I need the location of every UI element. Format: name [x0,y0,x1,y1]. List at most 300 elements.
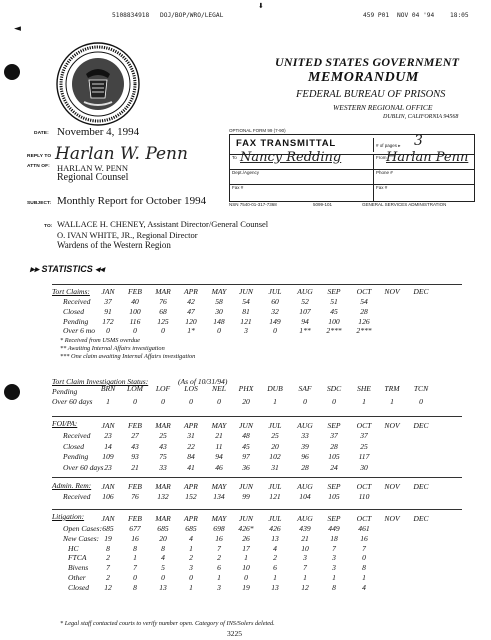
investigation-cell: 1 [362,397,366,406]
date-label: DATE: [34,131,49,136]
section-divider [52,284,462,285]
investigation-cell: 20 [242,397,250,406]
litigation-cell: 17 [242,543,250,553]
fax-from-label: From [376,155,387,160]
foia-cell: 37 [360,431,368,440]
heading-address: DUBLIN, CALIFORNIA 94568 [383,114,459,120]
litigation-cell: 0 [133,573,137,582]
admin-rem-header-feb: FEB [128,482,142,491]
tort-header-aug: AUG [297,287,313,296]
litigation-cell: 4 [362,582,366,592]
litigation-cell: 0 [189,573,193,582]
recipient-3: Wardens of the Western Region [57,240,171,250]
foia-header-oct: OCT [356,421,372,430]
tort-cell: 42 [187,297,195,306]
litigation-cell: 449 [328,524,340,533]
litigation-cell: 8 [106,543,110,553]
litigation-cell: 4 [161,553,165,563]
litigation-cell: 2 [273,553,277,563]
tort-header-dec: DEC [413,287,429,296]
tort-cell: 58 [215,297,223,306]
litigation-cell: 4 [273,543,277,553]
tort-row-label: Closed [63,306,85,316]
left-arrow-mark: ◄ [14,24,21,34]
litigation-cell: 2 [106,553,110,563]
litigation-row-label: New Cases: [63,533,100,543]
litigation-cell: 13 [271,533,279,543]
tort-cell: 125 [157,316,169,326]
tort-cell: 51 [330,297,338,306]
tort-cell: 172 [102,316,114,326]
foia-header-aug: AUG [297,421,313,430]
fax-fax-label: Fax # [232,185,244,190]
admin_rem-cell: 134 [213,492,225,501]
fax-gsa: GENERAL SERVICES ADMINISTRATION [362,202,447,207]
optional-form-label: OPTIONAL FORM 99 (7-90) [229,128,286,133]
litigation-note: * Legal staff contacted courts to verify number open. Category of INS/Solers deleted. [60,620,275,627]
tort-header-nov: NOV [384,287,400,296]
tort-cell: 47 [187,306,195,316]
foia-cell: 23 [104,462,112,472]
litigation-cell: 7 [332,543,336,553]
litigation-header-jan: JAN [101,514,115,523]
fax-page-code: 459 P01 [363,12,390,19]
binder-hole-middle [4,384,20,400]
tort-cell: 121 [240,316,252,326]
admin_rem-cell: 99 [242,492,250,501]
foia-cell: 105 [328,452,340,461]
section-divider [52,477,462,478]
tort-header-jul: JUL [268,287,282,296]
litigation-header-feb: FEB [128,514,142,523]
litigation-cell: 685 [102,524,114,533]
litigation-cell: 16 [215,533,223,543]
tort-cell: 68 [159,306,167,316]
litigation-cell: 2 [106,573,110,582]
admin_rem-cell: 110 [358,492,370,501]
tort-cell: 1* [187,326,195,336]
tort-row-label: Received [63,297,91,306]
fax-sender-id: 5108834918 [112,12,150,19]
litigation-cell: 7 [362,543,366,553]
investigation-cell: 1 [106,397,110,406]
binder-hole-top [4,64,20,80]
investigation-row-label: Over 60 days [52,397,93,406]
fax-nsn: NSN 7540-01-317-7368 [229,202,277,207]
section-divider [52,416,462,417]
fax-code: 5099-101 [313,202,333,207]
litigation-cell: 5 [161,563,165,573]
foia-header-feb: FEB [128,421,142,430]
recipient-1: WALLACE H. CHENEY, Assistant Director/General Counsel [57,219,269,229]
litigation-cell: 12 [301,582,309,592]
tort-cell: 126 [358,316,370,326]
foia-cell: 20 [271,441,279,451]
subject-label: SUBJECT: [27,201,52,206]
foia-cell: 25 [271,431,279,440]
investigation-cell: 0 [303,397,307,406]
tort-cell: 76 [159,297,167,306]
litigation-cell: 1 [332,573,336,582]
litigation-header-sep: SEP [327,514,341,523]
litigation-cell: 26 [242,533,250,543]
tort-cell: 2*** [326,326,342,336]
fax-pages-label: # of pages ▸ [376,143,401,148]
litigation-cell: 461 [358,524,370,533]
tort-section-title: Tort Claims: [52,287,90,296]
admin-rem-header-jul: JUL [268,482,282,491]
page-number: 3225 [227,629,242,638]
tort-header-sep: SEP [327,287,341,296]
foia-cell: 25 [360,441,368,451]
litigation-cell: 1 [189,543,193,553]
heading-bureau: FEDERAL BUREAU OF PRISONS [296,89,446,100]
litigation-row-label: Open Cases: [63,524,103,533]
litigation-cell: 3 [332,553,336,563]
tort-cell: 37 [104,297,112,306]
investigation-header-sdc: SDC [326,384,342,393]
tort-cell: 148 [213,316,225,326]
foia-section-title: FOI/PA: [52,419,78,428]
litigation-header-dec: DEC [413,514,429,523]
litigation-cell: 0 [161,573,165,582]
foia-cell: 109 [102,452,114,461]
litigation-cell: 20 [159,533,167,543]
admin-rem-header-jan: JAN [101,482,115,491]
foia-cell: 96 [301,452,309,461]
investigation-header-saf: SAF [298,384,312,393]
tort-cell: 32 [271,306,279,316]
tort-cell: 40 [131,297,139,306]
investigation-cell: 0 [189,397,193,406]
tort-header-apr: APR [184,287,198,296]
foia-cell: 48 [242,431,250,440]
tort-cell: 120 [185,316,197,326]
litigation-cell: 3 [332,563,336,573]
foia-cell: 102 [269,452,281,461]
foia-cell: 37 [330,431,338,440]
memo-date: November 4, 1994 [57,126,140,138]
foia-row-label: Received [63,431,91,440]
fax-pages-value: 3 [414,133,423,149]
litigation-header-apr: APR [184,514,198,523]
foia-header-may: MAY [211,421,227,430]
foia-header-apr: APR [184,421,198,430]
litigation-cell: 19 [104,533,112,543]
tort-note: ** Awaiting Internal Affairs investigation [60,345,165,352]
litigation-cell: 3 [303,553,307,563]
litigation-cell: 685 [185,524,197,533]
admin_rem-cell: 121 [269,492,281,501]
memo-subject: Monthly Report for October 1994 [57,195,207,207]
admin_rem-cell: 105 [328,492,340,501]
attn-of-label: ATTN OF: [27,164,50,169]
litigation-cell: 16 [131,533,139,543]
foia-header-jan: JAN [101,421,115,430]
foia-cell: 93 [131,452,139,461]
investigation-header-tcn: TCN [413,384,429,393]
foia-cell: 28 [330,441,338,451]
heading-us-government: UNITED STATES GOVERNMENT [275,55,460,69]
foia-header-jul: JUL [268,421,282,430]
foia-cell: 46 [215,462,223,472]
litigation-cell: 7 [217,543,221,553]
tort-cell: 1** [299,326,311,336]
litigation-cell: 1 [273,573,277,582]
statistics-title: ▸▸ STATISTICS ◂◂ [30,264,105,274]
litigation-row-label: FTCA [68,553,87,563]
down-arrow-mark: ⬇ [258,2,264,10]
litigation-row-label: Closed [68,582,90,592]
admin_rem-cell: 106 [102,492,114,501]
admin_rem-cell: 104 [299,492,311,501]
litigation-header-mar: MAR [155,514,171,523]
tort-cell: 0 [106,326,110,336]
litigation-cell: 8 [332,582,336,592]
litigation-cell: 16 [360,533,368,543]
investigation-cell: 0 [161,397,165,406]
reply-to-label: REPLY TO [27,154,52,159]
litigation-cell: 8 [362,563,366,573]
foia-cell: 21 [131,462,139,472]
tort-cell: 3 [244,326,248,336]
litigation-cell: 3 [189,563,193,573]
doj-seal-icon [56,42,140,126]
foia-cell: 33 [159,462,167,472]
litigation-header-oct: OCT [356,514,372,523]
admin_rem-cell: 76 [131,492,139,501]
foia-cell: 31 [187,431,195,440]
litigation-cell: 1 [244,553,248,563]
litigation-cell: 6 [273,563,277,573]
investigation-header-brn: BRN [100,384,116,393]
foia-cell: 24 [330,462,338,472]
litigation-cell: 685 [157,524,169,533]
litigation-row-label: Bivens [68,563,89,573]
litigation-cell: 1 [189,582,193,592]
litigation-cell: 2 [217,553,221,563]
litigation-cell: 18 [330,533,338,543]
tort-cell: 28 [360,306,368,316]
tort-header-may: MAY [211,287,227,296]
litigation-header-jun: JUN [239,514,253,523]
foia-cell: 75 [159,452,167,461]
fax-dept-label: Dept./Agency [232,170,260,175]
admin-rem-header-apr: APR [184,482,198,491]
litigation-cell: 7 [303,563,307,573]
foia-cell: 45 [242,441,250,451]
fax-from-value: Harlan Penn [386,150,469,165]
foia-cell: 84 [187,452,195,461]
fax-time: 18:05 [450,12,469,19]
tort-cell: 100 [328,316,340,326]
litigation-cell: 4 [189,533,193,543]
foia-cell: 43 [131,441,139,451]
tort-cell: 45 [330,306,338,316]
tort-cell: 116 [129,316,141,326]
litigation-cell: 426 [269,524,281,533]
admin_rem-cell: 132 [157,492,169,501]
litigation-header-aug: AUG [297,514,313,523]
admin-rem-header-aug: AUG [297,482,313,491]
admin-rem-section-title: Admin. Rem: [52,481,92,490]
investigation-header-trm: TRM [384,384,400,393]
tort-header-feb: FEB [128,287,142,296]
litigation-cell: 21 [301,533,309,543]
litigation-cell: 10 [242,563,250,573]
foia-cell: 22 [187,441,195,451]
litigation-row-label: HC [68,543,79,553]
admin-rem-header-nov: NOV [384,482,400,491]
tort-cell: 100 [129,306,141,316]
litigation-cell: 8 [161,543,165,553]
litigation-cell: 2 [189,553,193,563]
investigation-cell: 0 [217,397,221,406]
foia-header-jun: JUN [239,421,253,430]
foia-cell: 39 [301,441,309,451]
investigation-cell: 0 [419,397,423,406]
foia-cell: 28 [301,462,309,472]
foia-cell: 117 [358,452,370,461]
foia-cell: 14 [104,441,112,451]
tort-cell: 94 [301,316,309,326]
litigation-header-jul: JUL [268,514,282,523]
investigation-header-phx: PHX [238,384,254,393]
investigation-header-nel: NEL [212,384,226,393]
admin-rem-header-oct: OCT [356,482,372,491]
fax-date: NOV 04 '94 [397,12,435,19]
investigation-cell: 1 [273,397,277,406]
heading-memorandum: MEMORANDUM [308,70,419,85]
litigation-section-title: Litigation: [52,512,85,521]
tort-cell: 52 [301,297,309,306]
foia-cell: 41 [187,462,195,472]
foia-cell: 11 [215,441,223,451]
investigation-header-lof: LOF [155,384,171,393]
litigation-cell: 19 [242,582,250,592]
admin_rem-cell: 152 [185,492,197,501]
investigation-section-title: Tort Claim Investigation Status: [52,377,149,386]
litigation-cell: 7 [133,563,137,573]
tort-header-mar: MAR [155,287,171,296]
investigation-as-of: (As of 10/31/94) [178,377,228,386]
handwritten-signature: Harlan W. Penn [55,144,188,164]
litigation-header-may: MAY [211,514,227,523]
litigation-cell: 426* [238,524,254,533]
investigation-cell: 1 [390,397,394,406]
tort-cell: 60 [271,297,279,306]
fax-sender-path: DOJ/BOP/WRO/LEGAL [160,12,224,19]
litigation-cell: 10 [301,543,309,553]
admin-rem-header-mar: MAR [155,482,171,491]
foia-header-mar: MAR [155,421,171,430]
litigation-cell: 439 [299,524,311,533]
tort-header-jun: JUN [239,287,253,296]
admin_rem-row-label: Received [63,492,91,501]
foia-cell: 31 [271,462,279,472]
tort-cell: 0 [273,326,277,336]
investigation-cell: 0 [332,397,336,406]
litigation-cell: 3 [217,582,221,592]
foia-cell: 43 [159,441,167,451]
investigation-header-lom: LOM [126,384,144,393]
tort-cell: 91 [104,306,112,316]
foia-cell: 25 [159,431,167,440]
fax-form-title: FAX TRANSMITTAL [236,138,336,149]
tort-cell: 149 [269,316,281,326]
investigation-pending-label: Pending [52,387,78,396]
tort-cell: 0 [133,326,137,336]
recipient-2: O. IVAN WHITE, JR., Regional Director [57,230,198,240]
from-name: HARLAN W. PENN [57,163,129,173]
tort-header-oct: OCT [356,287,372,296]
fax-fax2-label: Fax # [376,185,388,190]
fax-phone-label: Phone # [376,170,393,175]
foia-cell: 33 [301,431,309,440]
tort-row-label: Over 6 mo [63,326,96,336]
litigation-row-label: Other [68,573,86,582]
foia-row-label: Pending [63,452,89,461]
tort-cell: 0 [161,326,165,336]
tort-cell: 81 [242,306,250,316]
foia-cell: 36 [242,462,250,472]
litigation-cell: 698 [213,524,225,533]
foia-row-label: Over 60 days [63,462,104,472]
foia-cell: 30 [360,462,368,472]
foia-cell: 97 [242,452,250,461]
to-label: TO: [44,224,53,229]
litigation-cell: 1 [303,573,307,582]
foia-header-nov: NOV [384,421,400,430]
litigation-cell: 1 [217,573,221,582]
admin-rem-header-dec: DEC [413,482,429,491]
admin-rem-header-may: MAY [211,482,227,491]
litigation-cell: 8 [133,582,137,592]
tort-cell: 107 [299,306,311,316]
tort-cell: 54 [360,297,368,306]
tort-cell: 0 [217,326,221,336]
litigation-cell: 677 [129,524,141,533]
investigation-header-she: SHE [357,384,371,393]
foia-header-sep: SEP [327,421,341,430]
litigation-cell: 7 [106,563,110,573]
foia-cell: 23 [104,431,112,440]
litigation-cell: 0 [362,553,366,563]
admin-rem-header-jun: JUN [239,482,253,491]
litigation-cell: 6 [217,563,221,573]
tort-cell: 2*** [356,326,372,336]
investigation-header-dub: DUB [267,384,283,393]
fax-to-value: Nancy Redding [240,150,342,165]
admin-rem-header-sep: SEP [327,482,341,491]
litigation-cell: 8 [133,543,137,553]
tort-row-label: Pending [63,316,89,326]
tort-note: *** One claim awaiting Internal Affairs investigation [60,353,196,360]
tort-header-jan: JAN [101,287,115,296]
from-title: Regional Counsel [57,172,129,183]
litigation-cell: 13 [271,582,279,592]
tort-note: * Received from USMS overdue [60,337,140,344]
litigation-header-nov: NOV [384,514,400,523]
fax-to-label: To [232,155,237,160]
foia-row-label: Closed [63,441,85,451]
foia-cell: 27 [131,431,139,440]
litigation-cell: 1 [133,553,137,563]
litigation-cell: 1 [362,573,366,582]
litigation-cell: 0 [244,573,248,582]
section-divider [52,509,462,510]
tort-cell: 54 [242,297,250,306]
